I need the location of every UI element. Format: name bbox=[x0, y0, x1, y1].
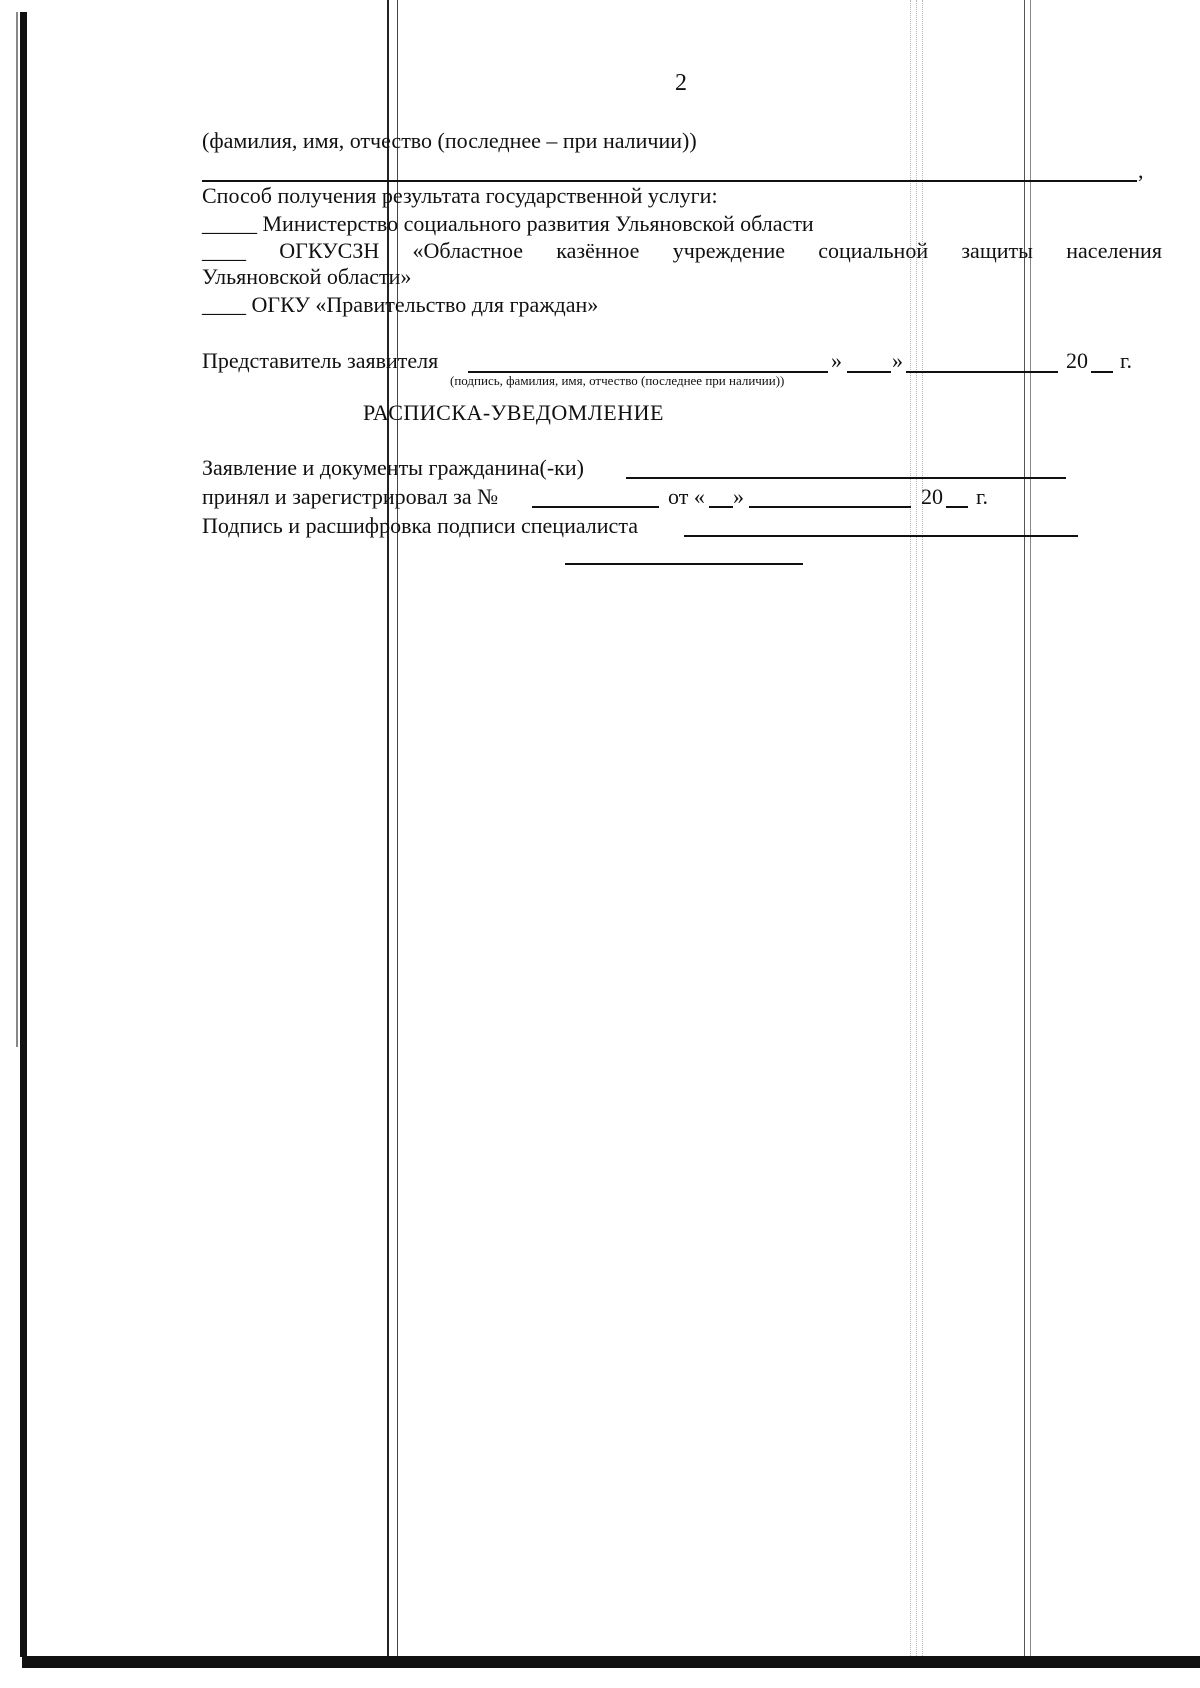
receipt-number-line bbox=[532, 506, 659, 508]
option-blank: _____ bbox=[202, 211, 257, 236]
method-option-ogkuszn bbox=[202, 238, 1162, 264]
receipt-year-line bbox=[946, 506, 968, 508]
receipt-from-label: от « bbox=[668, 484, 705, 509]
page-number: 2 bbox=[675, 70, 687, 96]
representative-label: Представитель заявителя bbox=[202, 348, 439, 373]
method-option-government bbox=[202, 292, 598, 318]
receipt-year-unit: г. bbox=[976, 484, 989, 509]
receipt-registration-label: принял и зарегистрировал за № bbox=[202, 484, 499, 509]
option-word: «Областное bbox=[412, 238, 523, 263]
option-label: ОГКУ «Правительство для граждан» bbox=[251, 292, 599, 317]
option-blank: ____ bbox=[202, 238, 246, 263]
option-word: защиты bbox=[961, 238, 1033, 263]
representative-month-line bbox=[906, 371, 1058, 373]
representative-quote: » bbox=[892, 348, 903, 373]
scan-edge-shadow bbox=[16, 12, 18, 1047]
fio-trailing-comma: , bbox=[1138, 158, 1144, 183]
scan-left-border bbox=[20, 12, 27, 1657]
representative-year-line bbox=[1091, 371, 1113, 373]
representative-caption: (подпись, фамилия, имя, отчество (последнее при наличии)) bbox=[450, 373, 785, 388]
fio-fill-line bbox=[202, 180, 1137, 182]
receipt-applicant-label: Заявление и документы гражданина(-ки) bbox=[202, 455, 584, 480]
closing-rule bbox=[565, 563, 803, 565]
representative-quote: » bbox=[831, 348, 842, 373]
option-label: Министерство социального развития Ульяновской области bbox=[262, 211, 814, 236]
receipt-month-line bbox=[749, 506, 911, 508]
receipt-applicant-line bbox=[626, 477, 1066, 479]
receipt-specialist-label: Подпись и расшифровка подписи специалиста bbox=[202, 513, 638, 538]
representative-year-unit: г. bbox=[1120, 348, 1133, 373]
option-word: учреждение bbox=[672, 238, 785, 263]
representative-year: 20 bbox=[1066, 348, 1088, 373]
receipt-quote: » bbox=[733, 484, 744, 509]
receipt-title: РАСПИСКА-УВЕДОМЛЕНИЕ bbox=[363, 400, 664, 425]
receipt-day-line bbox=[709, 506, 733, 508]
fio-caption: (фамилия, имя, отчество (последнее – при наличии)) bbox=[202, 128, 697, 153]
option-word: социальной bbox=[818, 238, 929, 263]
option-blank: ____ bbox=[202, 292, 246, 317]
receipt-year: 20 bbox=[921, 484, 943, 509]
method-option-ogkuszn-continuation: Ульяновской области» bbox=[202, 264, 412, 289]
method-option-ministry bbox=[202, 211, 814, 237]
method-heading: Способ получения результата государственной услуги: bbox=[202, 183, 718, 208]
option-word: казённое bbox=[556, 238, 640, 263]
scan-bottom-border bbox=[22, 1656, 1200, 1668]
option-word: ОГКУСЗН bbox=[279, 238, 380, 263]
representative-day-line bbox=[847, 371, 891, 373]
receipt-specialist-line bbox=[684, 535, 1078, 537]
option-word: населения bbox=[1066, 238, 1162, 263]
